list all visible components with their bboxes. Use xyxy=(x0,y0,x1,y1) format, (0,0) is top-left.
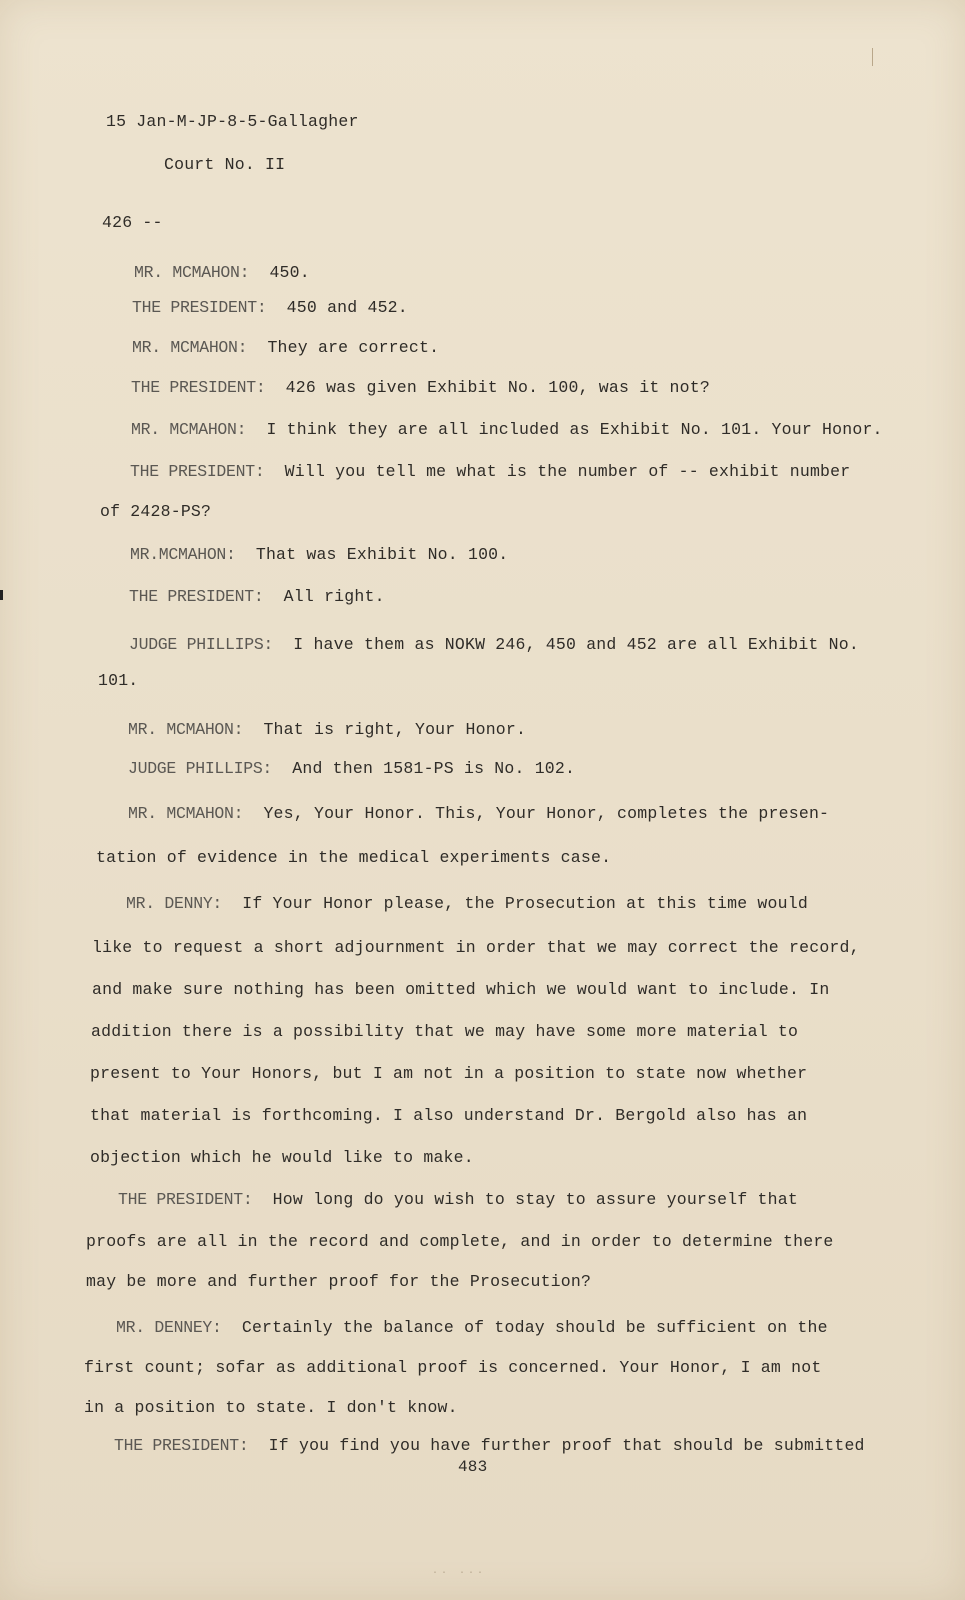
transcript-entry xyxy=(114,1436,865,1455)
statement-continuation: tation of evidence in the medical experiments case. xyxy=(96,848,612,867)
speaker-label: THE PRESIDENT: xyxy=(118,1190,253,1209)
transcript-entry xyxy=(131,378,710,397)
page-number: 483 xyxy=(458,1458,488,1476)
speaker-label: JUDGE PHILLIPS: xyxy=(128,759,273,778)
statement-text: All right. xyxy=(283,587,385,606)
statement-text: That is right, Your Honor. xyxy=(263,720,527,739)
speaker-label: THE PRESIDENT: xyxy=(130,462,265,481)
transcript-entry xyxy=(118,1190,798,1209)
statement-continuation: addition there is a possibility that we may have some more material to xyxy=(91,1022,799,1041)
transcript-entry xyxy=(128,804,829,823)
transcript-entry xyxy=(129,635,859,654)
transcript-entry xyxy=(126,894,808,913)
transcript-entry xyxy=(131,420,883,439)
transcript-entry xyxy=(116,1318,828,1337)
statement-continuation: objection which he would like to make. xyxy=(90,1148,474,1167)
transcript-entry xyxy=(128,759,575,778)
speaker-label: MR. DENNEY: xyxy=(116,1318,222,1337)
statement-continuation: proofs are all in the record and complete, and in order to determine there xyxy=(86,1232,834,1251)
statement-continuation: like to request a short adjournment in order that we may correct the record, xyxy=(92,938,860,957)
statement-text: How long do you wish to stay to assure yourself that xyxy=(272,1190,798,1209)
speaker-label: MR. DENNY: xyxy=(126,894,223,913)
statement-text: That was Exhibit No. 100. xyxy=(255,545,509,564)
speaker-label: MR. MCMAHON: xyxy=(132,338,248,357)
statement-text: 450. xyxy=(269,263,310,282)
page-reference: 15 Jan-M-JP-8-5-Gallagher xyxy=(106,112,359,131)
statement-text: If Your Honor please, the Prosecution at this time would xyxy=(242,894,808,913)
court-number: Court No. II xyxy=(164,155,286,174)
statement-continuation: 101. xyxy=(98,671,139,690)
speaker-label: MR. MCMAHON: xyxy=(131,420,247,439)
statement-text: 450 and 452. xyxy=(286,298,408,317)
statement-text: 426 was given Exhibit No. 100, was it not? xyxy=(285,378,710,397)
statement-text: They are correct. xyxy=(267,338,440,357)
statement-continuation: in a position to state. I don't know. xyxy=(84,1398,458,1417)
edge-tick-mark xyxy=(872,48,873,66)
margin-mark xyxy=(0,590,3,600)
speaker-label: JUDGE PHILLIPS: xyxy=(129,635,274,654)
scan-artifact: ·· ··· xyxy=(432,1568,487,1579)
transcript-entry xyxy=(130,462,850,481)
speaker-label: MR. MCMAHON: xyxy=(134,263,250,282)
speaker-label: THE PRESIDENT: xyxy=(132,298,267,317)
transcript-entry xyxy=(134,263,310,282)
statement-continuation: present to Your Honors, but I am not in a position to state now whether xyxy=(90,1064,808,1083)
statement-text: Yes, Your Honor. This, Your Honor, completes the presen- xyxy=(263,804,830,823)
statement-continuation: may be more and further proof for the Prosecution? xyxy=(86,1272,592,1291)
statement-text: I have them as NOKW 246, 450 and 452 are all Exhibit No. xyxy=(293,635,859,654)
transcript-entry xyxy=(132,298,408,317)
statement-text: Certainly the balance of today should be sufficient on the xyxy=(241,1318,828,1337)
transcript-entry xyxy=(129,587,385,606)
statement-text: I think they are all included as Exhibit No. 101. Your Honor. xyxy=(266,420,883,439)
speaker-label: MR. MCMAHON: xyxy=(128,804,244,823)
transcript-entry xyxy=(132,338,439,357)
transcript-entry xyxy=(128,720,526,739)
speaker-label: THE PRESIDENT: xyxy=(114,1436,249,1455)
statement-text: If you find you have further proof that should be submitted xyxy=(268,1436,865,1455)
speaker-label: THE PRESIDENT: xyxy=(131,378,266,397)
continuation-marker: 426 -- xyxy=(102,213,163,232)
statement-continuation: first count; sofar as additional proof is concerned. Your Honor, I am not xyxy=(84,1358,822,1377)
statement-continuation: of 2428-PS? xyxy=(100,502,212,521)
statement-continuation: that material is forthcoming. I also understand Dr. Bergold also has an xyxy=(90,1106,808,1125)
statement-text: And then 1581-PS is No. 102. xyxy=(292,759,576,778)
transcript-entry xyxy=(130,545,508,564)
statement-continuation: and make sure nothing has been omitted which we would want to include. In xyxy=(92,980,830,999)
speaker-label: MR. MCMAHON: xyxy=(128,720,244,739)
statement-text: Will you tell me what is the number of -- exhibit number xyxy=(284,462,851,481)
speaker-label: MR.MCMAHON: xyxy=(130,545,236,564)
speaker-label: THE PRESIDENT: xyxy=(129,587,264,606)
